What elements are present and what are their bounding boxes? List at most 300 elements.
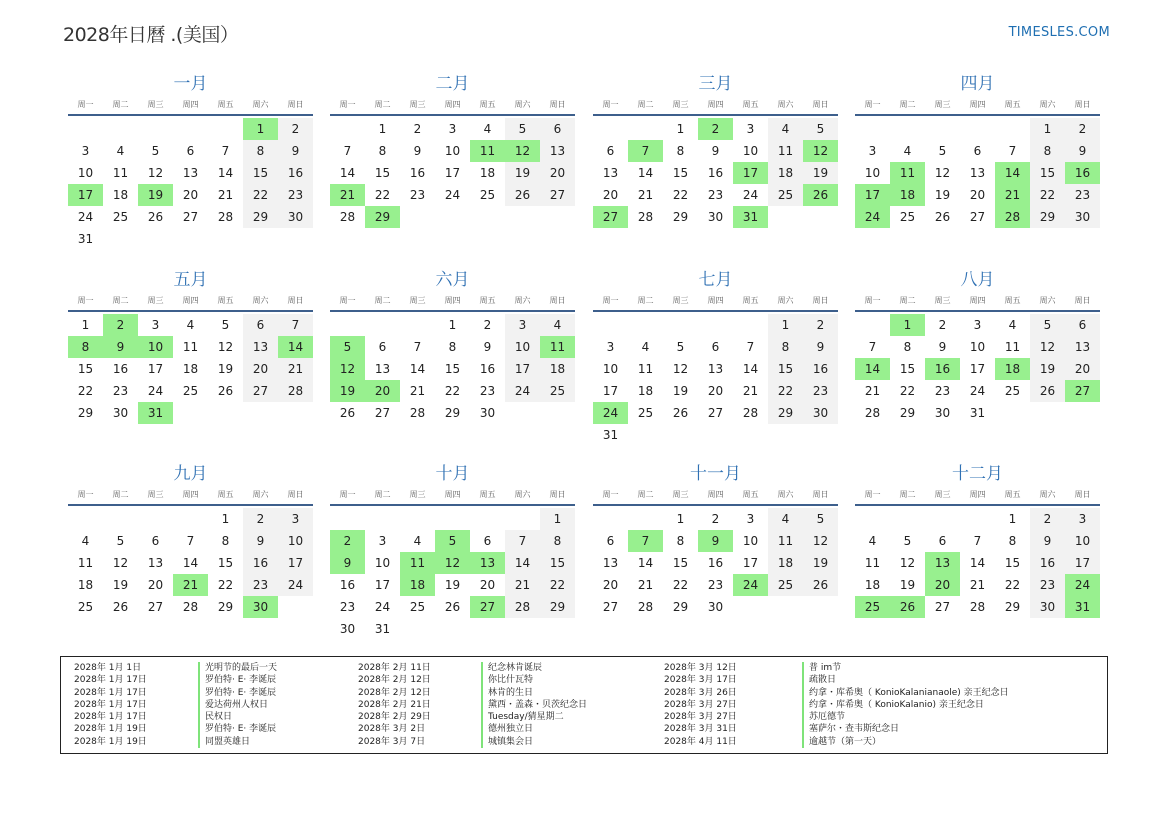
day-cell[interactable]: 2 — [330, 530, 365, 552]
day-cell[interactable]: 12 — [803, 530, 838, 552]
day-cell[interactable]: 31 — [77, 232, 94, 246]
day-cell[interactable]: 9 — [483, 340, 492, 354]
day-cell[interactable]: 13 — [707, 362, 724, 376]
day-cell[interactable]: 17 — [1065, 552, 1100, 574]
day-cell[interactable]: 25 — [77, 600, 94, 614]
day-cell[interactable]: 15 — [768, 358, 803, 380]
day-cell[interactable]: 8 — [1030, 140, 1065, 162]
day-cell[interactable]: 30 — [803, 402, 838, 424]
day-cell[interactable]: 18 — [637, 384, 654, 398]
day-cell[interactable]: 31 — [374, 622, 391, 636]
day-cell[interactable]: 8 — [540, 530, 575, 552]
day-cell[interactable]: 28 — [182, 600, 199, 614]
day-cell[interactable]: 22 — [899, 384, 916, 398]
day-cell[interactable]: 15 — [444, 362, 461, 376]
day-cell[interactable]: 9 — [803, 336, 838, 358]
day-cell[interactable]: 14 — [637, 556, 654, 570]
day-cell[interactable]: 13 — [182, 166, 199, 180]
day-cell[interactable]: 5 — [221, 318, 230, 332]
day-cell[interactable]: 16 — [1030, 552, 1065, 574]
day-cell[interactable]: 5 — [116, 534, 125, 548]
day-cell[interactable]: 30 — [112, 406, 129, 420]
day-cell[interactable]: 6 — [243, 314, 278, 336]
day-cell[interactable]: 17 — [444, 166, 461, 180]
day-cell[interactable]: 3 — [746, 122, 755, 136]
day-cell[interactable]: 19 — [217, 362, 234, 376]
day-cell[interactable]: 14 — [855, 358, 890, 380]
day-cell[interactable]: 20 — [602, 578, 619, 592]
day-cell[interactable]: 6 — [938, 534, 947, 548]
day-cell[interactable]: 30 — [934, 406, 951, 420]
day-cell[interactable]: 7 — [628, 140, 663, 162]
day-cell[interactable]: 5 — [803, 118, 838, 140]
day-cell[interactable]: 11 — [77, 556, 94, 570]
day-cell[interactable]: 21 — [742, 384, 759, 398]
day-cell[interactable]: 16 — [925, 358, 960, 380]
day-cell[interactable]: 2 — [483, 318, 492, 332]
day-cell[interactable]: 24 — [278, 574, 313, 596]
day-cell[interactable]: 5 — [903, 534, 912, 548]
day-cell[interactable]: 30 — [339, 622, 356, 636]
day-cell[interactable]: 11 — [400, 552, 435, 574]
day-cell[interactable]: 26 — [112, 600, 129, 614]
day-cell[interactable]: 5 — [151, 144, 160, 158]
day-cell[interactable]: 20 — [707, 384, 724, 398]
day-cell[interactable]: 24 — [742, 188, 759, 202]
day-cell[interactable]: 28 — [969, 600, 986, 614]
day-cell[interactable]: 19 — [934, 188, 951, 202]
day-cell[interactable]: 26 — [890, 596, 925, 618]
day-cell[interactable]: 27 — [540, 184, 575, 206]
day-cell[interactable]: 19 — [1030, 358, 1065, 380]
day-cell[interactable]: 18 — [112, 188, 129, 202]
day-cell[interactable]: 7 — [868, 340, 877, 354]
day-cell[interactable]: 1 — [378, 122, 387, 136]
day-cell[interactable]: 19 — [138, 184, 173, 206]
day-cell[interactable]: 1 — [890, 314, 925, 336]
day-cell[interactable]: 14 — [969, 556, 986, 570]
day-cell[interactable]: 19 — [803, 162, 838, 184]
day-cell[interactable]: 18 — [77, 578, 94, 592]
day-cell[interactable]: 11 — [768, 530, 803, 552]
day-cell[interactable]: 5 — [676, 340, 685, 354]
day-cell[interactable]: 28 — [278, 380, 313, 402]
day-cell[interactable]: 2 — [711, 512, 720, 526]
day-cell[interactable]: 22 — [768, 380, 803, 402]
day-cell[interactable]: 23 — [1030, 574, 1065, 596]
day-cell[interactable]: 15 — [672, 556, 689, 570]
day-cell[interactable]: 20 — [1065, 358, 1100, 380]
day-cell[interactable]: 15 — [1004, 556, 1021, 570]
day-cell[interactable]: 12 — [505, 140, 540, 162]
day-cell[interactable]: 9 — [938, 340, 947, 354]
day-cell[interactable]: 4 — [641, 340, 650, 354]
day-cell[interactable]: 19 — [899, 578, 916, 592]
day-cell[interactable]: 13 — [925, 552, 960, 574]
day-cell[interactable]: 15 — [243, 162, 278, 184]
day-cell[interactable]: 15 — [899, 362, 916, 376]
day-cell[interactable]: 22 — [540, 574, 575, 596]
day-cell[interactable]: 9 — [243, 530, 278, 552]
day-cell[interactable]: 7 — [413, 340, 422, 354]
day-cell[interactable]: 1 — [1008, 512, 1017, 526]
day-cell[interactable]: 23 — [339, 600, 356, 614]
day-cell[interactable]: 25 — [855, 596, 890, 618]
day-cell[interactable]: 22 — [77, 384, 94, 398]
day-cell[interactable]: 4 — [1008, 318, 1017, 332]
day-cell[interactable]: 13 — [470, 552, 505, 574]
day-cell[interactable]: 21 — [217, 188, 234, 202]
day-cell[interactable]: 16 — [409, 166, 426, 180]
day-cell[interactable]: 22 — [672, 188, 689, 202]
day-cell[interactable]: 1 — [448, 318, 457, 332]
day-cell[interactable]: 29 — [899, 406, 916, 420]
day-cell[interactable]: 3 — [81, 144, 90, 158]
day-cell[interactable]: 10 — [77, 166, 94, 180]
day-cell[interactable]: 28 — [505, 596, 540, 618]
day-cell[interactable]: 8 — [378, 144, 387, 158]
day-cell[interactable]: 16 — [339, 578, 356, 592]
day-cell[interactable]: 7 — [628, 530, 663, 552]
day-cell[interactable]: 14 — [995, 162, 1030, 184]
day-cell[interactable]: 30 — [243, 596, 278, 618]
day-cell[interactable]: 12 — [803, 140, 838, 162]
day-cell[interactable]: 13 — [243, 336, 278, 358]
day-cell[interactable]: 18 — [768, 162, 803, 184]
day-cell[interactable]: 2 — [278, 118, 313, 140]
day-cell[interactable]: 17 — [602, 384, 619, 398]
day-cell[interactable]: 25 — [479, 188, 496, 202]
day-cell[interactable]: 25 — [1004, 384, 1021, 398]
day-cell[interactable]: 30 — [707, 210, 724, 224]
day-cell[interactable]: 22 — [1004, 578, 1021, 592]
day-cell[interactable]: 31 — [969, 406, 986, 420]
day-cell[interactable]: 1 — [768, 314, 803, 336]
day-cell[interactable]: 1 — [676, 122, 685, 136]
day-cell[interactable]: 24 — [505, 380, 540, 402]
day-cell[interactable]: 13 — [540, 140, 575, 162]
day-cell[interactable]: 21 — [995, 184, 1030, 206]
day-cell[interactable]: 25 — [409, 600, 426, 614]
day-cell[interactable]: 19 — [112, 578, 129, 592]
day-cell[interactable]: 24 — [593, 402, 628, 424]
day-cell[interactable]: 15 — [374, 166, 391, 180]
day-cell[interactable]: 2 — [938, 318, 947, 332]
day-cell[interactable]: 18 — [182, 362, 199, 376]
day-cell[interactable]: 10 — [505, 336, 540, 358]
day-cell[interactable]: 28 — [409, 406, 426, 420]
day-cell[interactable]: 12 — [330, 358, 365, 380]
day-cell[interactable]: 21 — [637, 578, 654, 592]
day-cell[interactable]: 31 — [602, 428, 619, 442]
day-cell[interactable]: 24 — [77, 210, 94, 224]
day-cell[interactable]: 11 — [1004, 340, 1021, 354]
day-cell[interactable]: 2 — [1030, 508, 1065, 530]
day-cell[interactable]: 12 — [1030, 336, 1065, 358]
day-cell[interactable]: 4 — [768, 508, 803, 530]
day-cell[interactable]: 13 — [969, 166, 986, 180]
day-cell[interactable]: 6 — [606, 144, 615, 158]
day-cell[interactable]: 24 — [444, 188, 461, 202]
day-cell[interactable]: 16 — [479, 362, 496, 376]
day-cell[interactable]: 2 — [803, 314, 838, 336]
day-cell[interactable]: 14 — [409, 362, 426, 376]
day-cell[interactable]: 3 — [505, 314, 540, 336]
day-cell[interactable]: 11 — [890, 162, 925, 184]
day-cell[interactable]: 14 — [505, 552, 540, 574]
day-cell[interactable]: 17 — [855, 184, 890, 206]
day-cell[interactable]: 8 — [221, 534, 230, 548]
day-cell[interactable]: 16 — [707, 556, 724, 570]
day-cell[interactable]: 6 — [1065, 314, 1100, 336]
day-cell[interactable]: 19 — [672, 384, 689, 398]
day-cell[interactable]: 25 — [768, 184, 803, 206]
day-cell[interactable]: 10 — [742, 534, 759, 548]
day-cell[interactable]: 29 — [217, 600, 234, 614]
day-cell[interactable]: 30 — [1065, 206, 1100, 228]
day-cell[interactable]: 4 — [540, 314, 575, 336]
day-cell[interactable]: 21 — [173, 574, 208, 596]
day-cell[interactable]: 11 — [112, 166, 129, 180]
day-cell[interactable]: 8 — [768, 336, 803, 358]
day-cell[interactable]: 26 — [934, 210, 951, 224]
day-cell[interactable]: 29 — [768, 402, 803, 424]
day-cell[interactable]: 25 — [182, 384, 199, 398]
day-cell[interactable]: 20 — [602, 188, 619, 202]
day-cell[interactable]: 23 — [409, 188, 426, 202]
day-cell[interactable]: 18 — [890, 184, 925, 206]
day-cell[interactable]: 21 — [330, 184, 365, 206]
day-cell[interactable]: 24 — [1065, 574, 1100, 596]
day-cell[interactable]: 11 — [182, 340, 199, 354]
day-cell[interactable]: 18 — [864, 578, 881, 592]
day-cell[interactable]: 27 — [182, 210, 199, 224]
day-cell[interactable]: 6 — [186, 144, 195, 158]
day-cell[interactable]: 13 — [602, 166, 619, 180]
day-cell[interactable]: 20 — [969, 188, 986, 202]
day-cell[interactable]: 23 — [707, 578, 724, 592]
day-cell[interactable]: 7 — [221, 144, 230, 158]
day-cell[interactable]: 16 — [1065, 162, 1100, 184]
day-cell[interactable]: 18 — [995, 358, 1030, 380]
site-name[interactable]: TIMESLES.COM — [1008, 25, 1110, 40]
day-cell[interactable]: 12 — [435, 552, 470, 574]
day-cell[interactable]: 27 — [147, 600, 164, 614]
day-cell[interactable]: 11 — [864, 556, 881, 570]
day-cell[interactable]: 9 — [103, 336, 138, 358]
day-cell[interactable]: 3 — [151, 318, 160, 332]
day-cell[interactable]: 8 — [1008, 534, 1017, 548]
day-cell[interactable]: 5 — [435, 530, 470, 552]
day-cell[interactable]: 9 — [330, 552, 365, 574]
day-cell[interactable]: 26 — [1030, 380, 1065, 402]
day-cell[interactable]: 29 — [1030, 206, 1065, 228]
day-cell[interactable]: 19 — [803, 552, 838, 574]
day-cell[interactable]: 29 — [672, 210, 689, 224]
day-cell[interactable]: 1 — [676, 512, 685, 526]
day-cell[interactable]: 9 — [1030, 530, 1065, 552]
day-cell[interactable]: 31 — [1065, 596, 1100, 618]
day-cell[interactable]: 10 — [138, 336, 173, 358]
day-cell[interactable]: 9 — [711, 144, 720, 158]
day-cell[interactable]: 21 — [864, 384, 881, 398]
day-cell[interactable]: 10 — [278, 530, 313, 552]
day-cell[interactable]: 11 — [637, 362, 654, 376]
day-cell[interactable]: 17 — [742, 556, 759, 570]
day-cell[interactable]: 22 — [672, 578, 689, 592]
day-cell[interactable]: 5 — [803, 508, 838, 530]
day-cell[interactable]: 17 — [505, 358, 540, 380]
day-cell[interactable]: 27 — [470, 596, 505, 618]
day-cell[interactable]: 6 — [711, 340, 720, 354]
day-cell[interactable]: 6 — [973, 144, 982, 158]
day-cell[interactable]: 16 — [803, 358, 838, 380]
day-cell[interactable]: 28 — [217, 210, 234, 224]
day-cell[interactable]: 2 — [698, 118, 733, 140]
day-cell[interactable]: 3 — [868, 144, 877, 158]
day-cell[interactable]: 26 — [803, 574, 838, 596]
day-cell[interactable]: 15 — [540, 552, 575, 574]
day-cell[interactable]: 30 — [278, 206, 313, 228]
day-cell[interactable]: 15 — [672, 166, 689, 180]
day-cell[interactable]: 1 — [243, 118, 278, 140]
day-cell[interactable]: 7 — [973, 534, 982, 548]
day-cell[interactable]: 26 — [339, 406, 356, 420]
day-cell[interactable]: 13 — [1065, 336, 1100, 358]
day-cell[interactable]: 5 — [505, 118, 540, 140]
day-cell[interactable]: 25 — [899, 210, 916, 224]
day-cell[interactable]: 6 — [483, 534, 492, 548]
day-cell[interactable]: 19 — [444, 578, 461, 592]
day-cell[interactable]: 21 — [637, 188, 654, 202]
day-cell[interactable]: 24 — [374, 600, 391, 614]
day-cell[interactable]: 29 — [1004, 600, 1021, 614]
day-cell[interactable]: 10 — [1065, 530, 1100, 552]
day-cell[interactable]: 1 — [540, 508, 575, 530]
day-cell[interactable]: 20 — [540, 162, 575, 184]
day-cell[interactable]: 2 — [413, 122, 422, 136]
day-cell[interactable]: 8 — [243, 140, 278, 162]
day-cell[interactable]: 6 — [378, 340, 387, 354]
day-cell[interactable]: 16 — [112, 362, 129, 376]
day-cell[interactable]: 24 — [969, 384, 986, 398]
day-cell[interactable]: 9 — [413, 144, 422, 158]
day-cell[interactable]: 28 — [637, 210, 654, 224]
day-cell[interactable]: 14 — [339, 166, 356, 180]
day-cell[interactable]: 29 — [672, 600, 689, 614]
day-cell[interactable]: 16 — [278, 162, 313, 184]
day-cell[interactable]: 27 — [934, 600, 951, 614]
day-cell[interactable]: 19 — [330, 380, 365, 402]
day-cell[interactable]: 16 — [243, 552, 278, 574]
day-cell[interactable]: 23 — [707, 188, 724, 202]
day-cell[interactable]: 17 — [278, 552, 313, 574]
day-cell[interactable]: 17 — [147, 362, 164, 376]
day-cell[interactable]: 17 — [733, 162, 768, 184]
day-cell[interactable]: 8 — [68, 336, 103, 358]
day-cell[interactable]: 7 — [278, 314, 313, 336]
day-cell[interactable]: 23 — [1065, 184, 1100, 206]
day-cell[interactable]: 12 — [217, 340, 234, 354]
day-cell[interactable]: 30 — [479, 406, 496, 420]
day-cell[interactable]: 10 — [444, 144, 461, 158]
day-cell[interactable]: 28 — [742, 406, 759, 420]
day-cell[interactable]: 22 — [243, 184, 278, 206]
day-cell[interactable]: 22 — [1030, 184, 1065, 206]
day-cell[interactable]: 10 — [742, 144, 759, 158]
day-cell[interactable]: 20 — [243, 358, 278, 380]
day-cell[interactable]: 14 — [278, 336, 313, 358]
day-cell[interactable]: 12 — [672, 362, 689, 376]
day-cell[interactable]: 1 — [81, 318, 90, 332]
day-cell[interactable]: 22 — [444, 384, 461, 398]
day-cell[interactable]: 2 — [103, 314, 138, 336]
day-cell[interactable]: 26 — [147, 210, 164, 224]
day-cell[interactable]: 26 — [505, 184, 540, 206]
day-cell[interactable]: 11 — [470, 140, 505, 162]
day-cell[interactable]: 21 — [969, 578, 986, 592]
day-cell[interactable]: 7 — [186, 534, 195, 548]
day-cell[interactable]: 6 — [606, 534, 615, 548]
day-cell[interactable]: 4 — [81, 534, 90, 548]
day-cell[interactable]: 27 — [1065, 380, 1100, 402]
day-cell[interactable]: 25 — [540, 380, 575, 402]
day-cell[interactable]: 3 — [278, 508, 313, 530]
day-cell[interactable]: 4 — [116, 144, 125, 158]
day-cell[interactable]: 7 — [343, 144, 352, 158]
day-cell[interactable]: 23 — [278, 184, 313, 206]
day-cell[interactable]: 31 — [138, 402, 173, 424]
day-cell[interactable]: 5 — [1030, 314, 1065, 336]
day-cell[interactable]: 10 — [969, 340, 986, 354]
day-cell[interactable]: 10 — [864, 166, 881, 180]
day-cell[interactable]: 8 — [903, 340, 912, 354]
day-cell[interactable]: 7 — [505, 530, 540, 552]
day-cell[interactable]: 20 — [182, 188, 199, 202]
day-cell[interactable]: 4 — [868, 534, 877, 548]
day-cell[interactable]: 3 — [378, 534, 387, 548]
day-cell[interactable]: 12 — [147, 166, 164, 180]
day-cell[interactable]: 11 — [768, 140, 803, 162]
day-cell[interactable]: 24 — [147, 384, 164, 398]
day-cell[interactable]: 28 — [995, 206, 1030, 228]
day-cell[interactable]: 14 — [637, 166, 654, 180]
day-cell[interactable]: 3 — [973, 318, 982, 332]
day-cell[interactable]: 15 — [1030, 162, 1065, 184]
day-cell[interactable]: 24 — [733, 574, 768, 596]
day-cell[interactable]: 20 — [479, 578, 496, 592]
day-cell[interactable]: 8 — [676, 144, 685, 158]
day-cell[interactable]: 4 — [768, 118, 803, 140]
day-cell[interactable]: 19 — [505, 162, 540, 184]
day-cell[interactable]: 5 — [330, 336, 365, 358]
day-cell[interactable]: 2 — [243, 508, 278, 530]
day-cell[interactable]: 1 — [1030, 118, 1065, 140]
day-cell[interactable]: 27 — [374, 406, 391, 420]
day-cell[interactable]: 6 — [540, 118, 575, 140]
day-cell[interactable]: 4 — [186, 318, 195, 332]
day-cell[interactable]: 8 — [448, 340, 457, 354]
day-cell[interactable]: 26 — [803, 184, 838, 206]
day-cell[interactable]: 7 — [746, 340, 755, 354]
day-cell[interactable]: 10 — [602, 362, 619, 376]
day-cell[interactable]: 9 — [1065, 140, 1100, 162]
day-cell[interactable]: 13 — [374, 362, 391, 376]
day-cell[interactable]: 7 — [1008, 144, 1017, 158]
day-cell[interactable]: 22 — [374, 188, 391, 202]
day-cell[interactable]: 20 — [925, 574, 960, 596]
day-cell[interactable]: 8 — [676, 534, 685, 548]
